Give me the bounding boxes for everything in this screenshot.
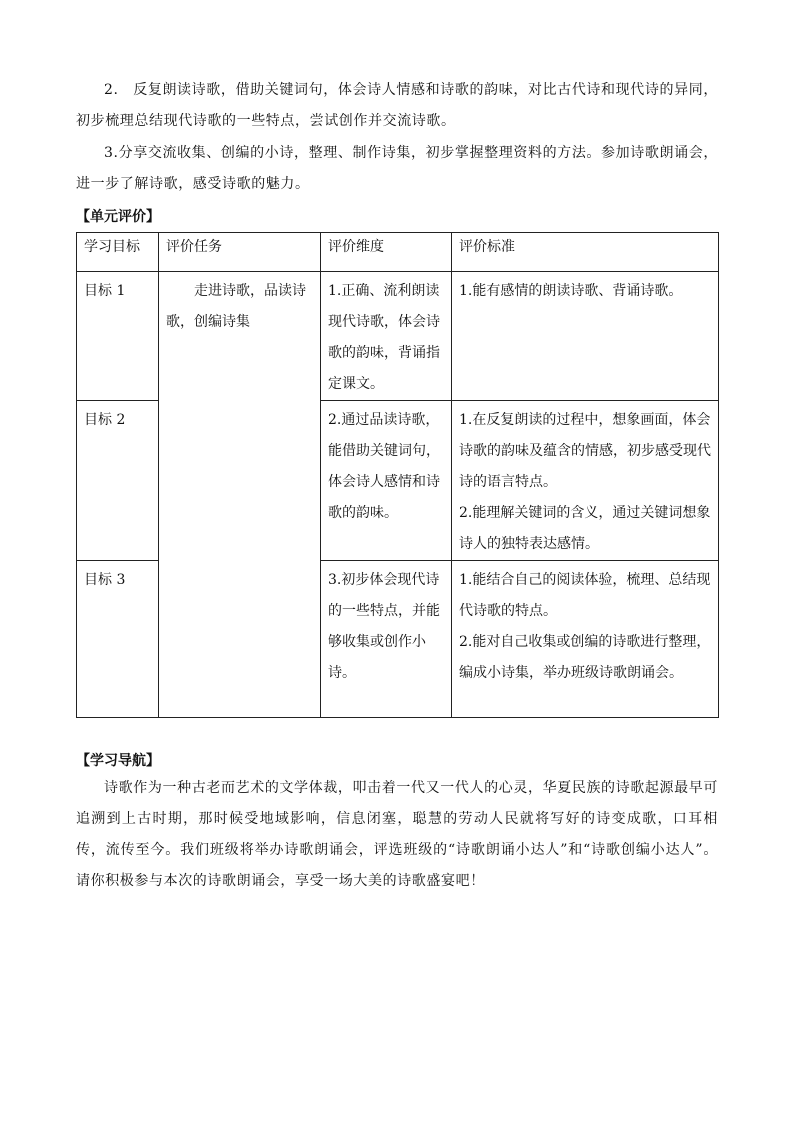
- header-goal: 学习目标: [77, 233, 159, 272]
- unit-evaluation-heading: 【单元评价】: [76, 209, 160, 225]
- criteria-cell: [452, 272, 719, 401]
- goal-cell: 目标 2: [77, 401, 159, 561]
- criteria-cell: [452, 401, 719, 561]
- study-guide-paragraph: 诗歌作为一种古老而艺术的文学体裁，叩击着一代又一代人的心灵，华夏民族的诗歌起源最早可追溯到上古时期，那时候受地域影响，信息闭塞，聪慧的劳动人民就将写好的诗变成歌，口耳相传，流传至今。我们班级将举办诗歌朗诵会，评选班级的“诗歌朗诵小达人”和“诗歌创编小达人”。请你积极参与本次的诗歌朗诵会，享受一场大美的诗歌盛宴吧！: [76, 780, 718, 889]
- criteria-item: 1.能有感情的朗读诗歌、背诵诗歌。: [459, 283, 683, 299]
- goal-cell: 目标 1: [77, 272, 159, 401]
- dimension-cell: 2.通过品读诗歌，能借助关键词句，体会诗人感情和诗歌的韵味。: [321, 401, 452, 561]
- goal-cell: 目标 3: [77, 561, 159, 718]
- header-criteria: 评价标准: [452, 233, 719, 272]
- dimension-cell: 3.初步体会现代诗的一些特点，并能够收集或创作小诗。: [321, 561, 452, 718]
- header-dimension: 评价维度: [321, 233, 452, 272]
- criteria-item: 2.能理解关键词的含义，通过关键词想象诗人的独特表达感情。: [459, 505, 711, 552]
- dimension-cell: 1.正确、流利朗读现代诗歌，体会诗歌的韵味，背诵指定课文。: [321, 272, 452, 401]
- evaluation-task-cell: 走进诗歌，品读诗歌，创编诗集: [159, 272, 321, 718]
- objective-paragraph-2: 2. 反复朗读诗歌，借助关键词句，体会诗人情感和诗歌的韵味，对比古代诗和现代诗的异同，初步梳理总结现代诗歌的一些特点，尝试创作并交流诗歌。: [76, 82, 718, 129]
- criteria-item: 1.在反复朗读的过程中，想象画面，体会诗歌的韵味及蕴含的情感，初步感受现代诗的语言特点。: [459, 412, 711, 490]
- criteria-cell: [452, 561, 719, 718]
- header-task: 评价任务: [159, 233, 321, 272]
- study-guide-heading: 【学习导航】: [76, 753, 160, 769]
- table-header-row: [77, 233, 719, 272]
- criteria-item: 2.能对自己收集或创编的诗歌进行整理，编成小诗集，举办班级诗歌朗诵会。: [459, 634, 711, 681]
- unit-evaluation-table: [76, 232, 719, 718]
- table-row: [77, 272, 719, 401]
- criteria-item: 1.能结合自己的阅读体验，梳理、总结现代诗歌的特点。: [459, 572, 711, 619]
- objective-paragraph-3: 3.分享交流收集、创编的小诗，整理、制作诗集，初步掌握整理资料的方法。参加诗歌朗诵会，进一步了解诗歌，感受诗歌的魅力。: [76, 145, 718, 192]
